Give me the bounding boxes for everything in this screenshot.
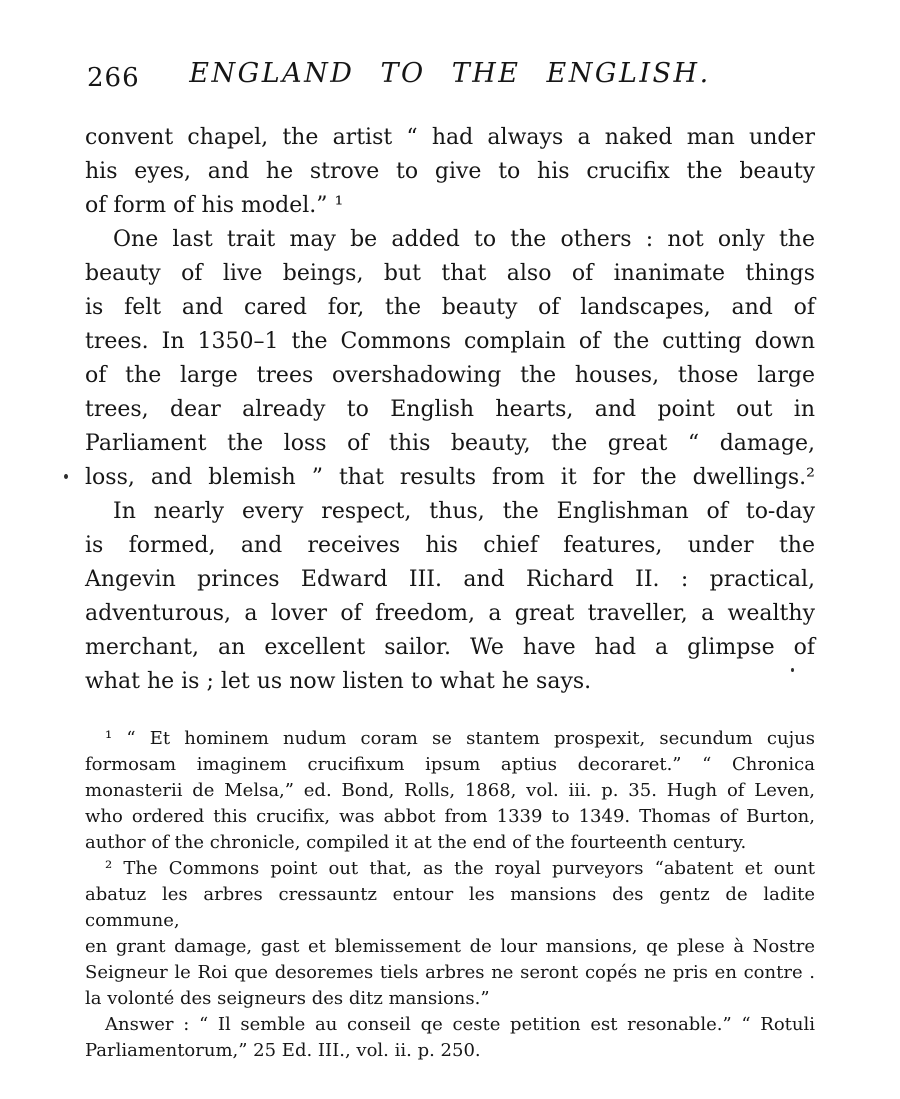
text-line: monasterii de Melsa,” ed. Bond, Rolls, 1868, vol. iii. p. 35. Hugh of Leven, bbox=[85, 780, 815, 801]
ink-speck bbox=[791, 668, 794, 672]
body-text bbox=[85, 121, 815, 699]
text-line: One last trait may be added to the others : not only the bbox=[113, 227, 815, 252]
text-line: of form of his model.” ¹ bbox=[85, 193, 344, 218]
text-line: Parliament the loss of this beauty, the great “ damage, bbox=[85, 431, 815, 456]
body-paragraph bbox=[85, 121, 815, 223]
text-line: trees. In 1350–1 the Commons complain of the cutting down bbox=[85, 329, 815, 354]
text-line: la volonté des seigneurs des ditz mansions.” bbox=[85, 988, 490, 1009]
text-line: is felt and cared for, the beauty of landscapes, and of bbox=[85, 295, 815, 320]
text-line: ² The Commons point out that, as the royal purveyors “abatent et ount bbox=[105, 858, 815, 879]
text-line: of the large trees overshadowing the houses, those large bbox=[85, 363, 815, 388]
ink-speck bbox=[64, 474, 68, 479]
text-line: what he is ; let us now listen to what he says. bbox=[85, 669, 592, 694]
text-line: adventurous, a lover of freedom, a great traveller, a wealthy bbox=[85, 601, 815, 626]
text-line: abatuz les arbres cressauntz entour les mansions des gentz de ladite commune, bbox=[85, 884, 815, 931]
running-head bbox=[85, 58, 815, 98]
page-number: 266 bbox=[87, 63, 140, 93]
text-line: beauty of live beings, but that also of inanimate things bbox=[85, 261, 815, 286]
text-line: Angevin princes Edward III. and Richard II. : practical, bbox=[85, 567, 815, 592]
text-line: Parliamentorum,” 25 Ed. III., vol. ii. p. 250. bbox=[85, 1040, 481, 1061]
text-line: In nearly every respect, thus, the Englishman of to-day bbox=[113, 499, 815, 524]
footnote bbox=[85, 1012, 815, 1064]
body-paragraph bbox=[85, 223, 815, 495]
body-paragraph bbox=[85, 495, 815, 699]
text-line: merchant, an excellent sailor. We have had a glimpse of bbox=[85, 635, 815, 660]
text-line: loss, and blemish ” that results from it for the dwellings.² bbox=[85, 465, 815, 490]
text-line: author of the chronicle, compiled it at the end of the fourteenth century. bbox=[85, 832, 747, 853]
text-line: convent chapel, the artist “ had always a naked man under bbox=[85, 125, 815, 150]
footnote bbox=[85, 726, 815, 856]
text-line: his eyes, and he strove to give to his crucifix the beauty bbox=[85, 159, 815, 184]
chapter-title: ENGLAND TO THE ENGLISH. bbox=[189, 58, 711, 89]
text-line: ¹ “ Et hominem nudum coram se stantem prospexit, secundum cujus bbox=[105, 728, 815, 749]
text-line: who ordered this crucifix, was abbot from 1339 to 1349. Thomas of Burton, bbox=[85, 806, 815, 827]
text-line: formosam imaginem crucifixum ipsum aptius decoraret.” “ Chronica bbox=[85, 754, 815, 775]
text-line: Answer : “ Il semble au conseil qe ceste petition est resonable.” “ Rotuli bbox=[105, 1014, 815, 1035]
text-line: trees, dear already to English hearts, and point out in bbox=[85, 397, 815, 422]
footnote bbox=[85, 856, 815, 1012]
footnotes bbox=[85, 726, 815, 1064]
text-line: is formed, and receives his chief features, under the bbox=[85, 533, 815, 558]
text-line: en grant damage, gast et blemissement de lour mansions, qe plese à Nostre bbox=[85, 936, 815, 957]
text-line: Seigneur le Roi que desoremes tiels arbres ne seront copés ne pris en contre . bbox=[85, 962, 815, 983]
